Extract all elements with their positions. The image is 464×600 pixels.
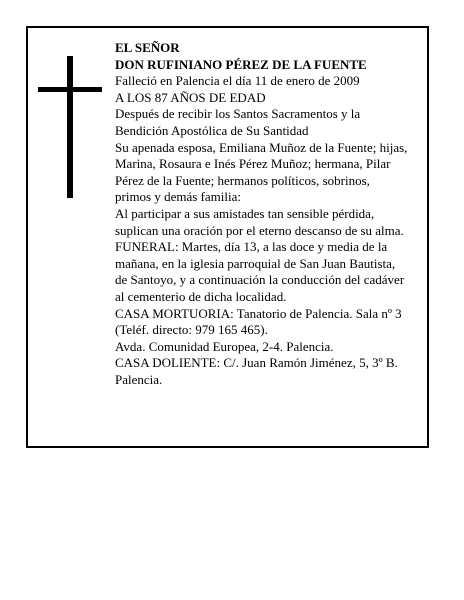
obituary-notice — [26, 26, 429, 448]
cross-vertical-bar — [67, 56, 73, 198]
cross-icon — [38, 56, 102, 198]
deceased-title: EL SEÑOR — [115, 40, 180, 55]
funeral-info: FUNERAL: Martes, día 13, a las doce y media de la mañana, en la iglesia parroquial de San Juan Bautista, de Santoyo, y a continuación la conducción del cadáver al cementerio de dicha localidad. — [115, 239, 405, 304]
family-home: CASA DOLIENTE: C/. Juan Ramón Jiménez, 5, 3º B. Palencia. — [115, 355, 398, 387]
deceased-name: DON RUFINIANO PÉREZ DE LA FUENTE — [115, 56, 367, 72]
cross-horizontal-bar — [38, 87, 102, 92]
mortuary-info: CASA MORTUORIA: Tanatorio de Palencia. Sala nº 3 (Teléf. directo: 979 165 465). — [115, 305, 402, 338]
age-line: A LOS 87 AÑOS DE EDAD — [115, 89, 266, 105]
death-date: Falleció en Palencia el día 11 de enero de 2009 — [115, 73, 360, 89]
prayer-request: Al participar a sus amistades tan sensible pérdida, suplican una oración por el eterno descanso de su alma. — [115, 205, 404, 238]
mortuary-address: Avda. Comunidad Europea, 2-4. Palencia. — [115, 338, 334, 354]
sacraments-line: Después de recibir los Santos Sacramentos y la Bendición Apostólica de Su Santidad — [115, 106, 361, 138]
family-list: Su apenada esposa, Emiliana Muñoz de la Fuente; hijas, Marina, Rosaura e Inés Pérez Muñoz; hermana, Pilar Pérez de la Fuente; hermanos políticos, sobrinos, primos y demás familia: — [115, 139, 408, 205]
obituary-text — [115, 40, 421, 388]
